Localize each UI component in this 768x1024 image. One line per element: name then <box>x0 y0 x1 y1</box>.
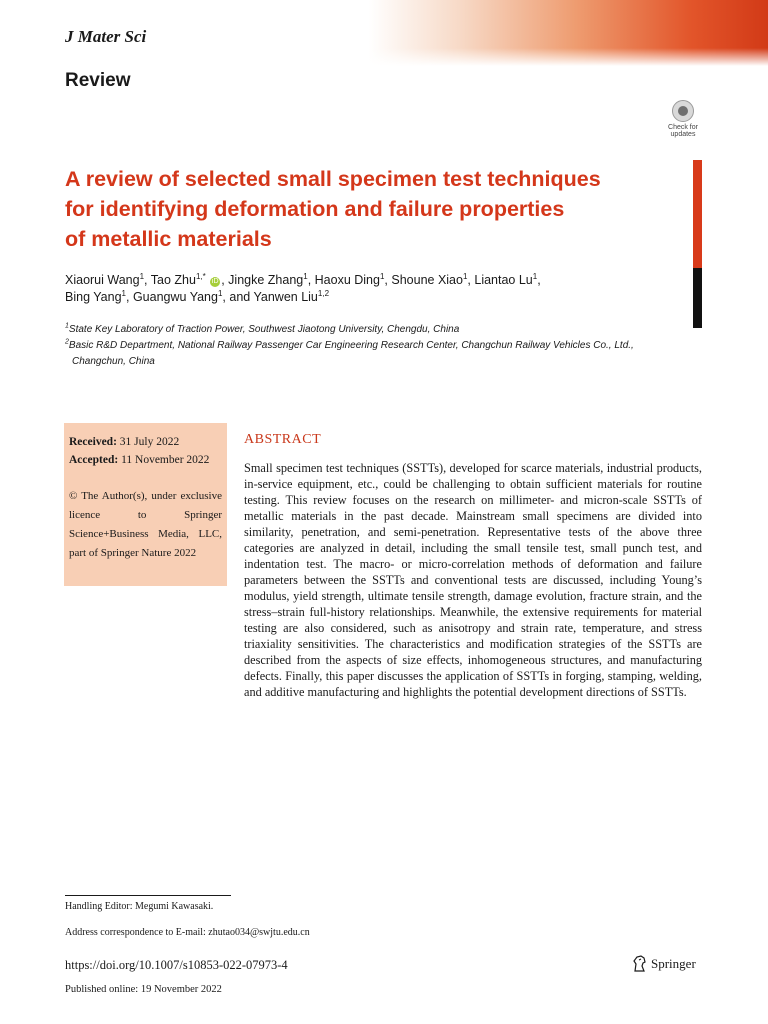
author-sup: 1,2 <box>317 288 330 298</box>
author-sup: 1 <box>139 271 145 281</box>
affiliation-sup: 1 <box>65 322 69 330</box>
author-line-1: Xiaorui Wang$^1$, Tao Zhu$^{1,*}$ iD , Jingke Zhang$^1$, Haoxu Ding$^1$, Shoune Xiao$^1$, Liantao Lu$^1$, <box>65 271 541 287</box>
author-name[interactable]: Bing Yang <box>65 290 122 304</box>
published-date: Published online: 19 November 2022 <box>65 984 222 995</box>
article-type: Review <box>65 70 131 91</box>
affiliation-2-cont: Changchun, China <box>72 356 155 367</box>
author-name[interactable]: Tao Zhu <box>150 273 196 287</box>
title-line: of metallic materials <box>65 227 272 251</box>
article-info-box <box>64 423 227 586</box>
affiliation-2 <box>65 338 685 354</box>
springer-horse-icon <box>632 955 648 973</box>
doi-link[interactable]: https://doi.org/10.1007/s10853-022-07973-4 <box>65 958 288 972</box>
author-name[interactable]: Shoune Xiao <box>391 273 463 287</box>
author-name[interactable]: Haoxu Ding <box>314 273 380 287</box>
accepted-date <box>69 451 209 469</box>
affiliation-sup: 2 <box>65 338 69 346</box>
received-value: 31 July 2022 <box>119 436 180 448</box>
affiliation-text: Basic R&D Department, National Railway Passenger Car Engineering Research Center, Changchun Railway Vehicles Co., Ltd., <box>68 340 634 351</box>
affiliation-text: State Key Laboratory of Traction Power, Southwest Jiaotong University, Chengdu, China <box>68 324 460 335</box>
journal-name: J Mater Sci <box>65 27 147 46</box>
author-list <box>65 272 665 306</box>
author-name[interactable]: Xiaorui Wang <box>65 273 140 287</box>
author-sup: 1 <box>532 271 538 281</box>
affiliation-1 <box>65 322 685 338</box>
author-sup: 1 <box>462 271 468 281</box>
received-label: Received: <box>69 436 117 448</box>
publisher-name: Springer <box>651 956 696 971</box>
author-sup: 1 <box>217 288 223 298</box>
footnote-divider <box>65 895 231 896</box>
affiliations <box>65 322 685 370</box>
abstract-body: Small specimen test techniques (SSTTs), developed for scarce materials, industrial products, in-service equipment, etc., could be challenging to obtain sufficient materials for routine testing. This review focuses on the research on millimeter- and micron-scale SSTTs of metallic materials in the past decade. Mainstream small specimens are divided into similarity, penetration, and semi-penetration. Representative tests of the above three categories are analyzed in detail, including the small tensile test, small punch test, and indentation test. The macro- or micro-correlation methods of deformation and failure parameters between the SSTTs and conventional tests are discussed, including Young’s modulus, yield strength, ultimate tensile strength, damage evolution, fracture strain, and the stress–strain full-history relationships. Meanwhile, the extensive requirements for material testing are also considered, such as anisotropy and strain rate, temperature, and stress triaxiality sensitivities. The characteristics and modification strategies of the SSTTs are described from the aspects of size effects, inhomogeneous structures, and manufacturing defects. Finally, this paper discusses the application of SSTTs in forging, stamping, welding, and additive manufacturing and highlights the potential development directions of SSTTs. <box>244 461 702 699</box>
check-for-updates-badge[interactable] <box>662 100 704 138</box>
author-line-2: Bing Yang$^1$, Guangwu Yang$^1$, and Yanwen Liu$^{1,2}$ <box>65 288 330 304</box>
title-line: A review of selected small specimen test techniques <box>65 167 601 191</box>
check-updates-line-2: updates <box>670 131 696 138</box>
author-sup: 1 <box>121 288 126 298</box>
author-name[interactable]: Jingke Zhang <box>228 273 304 287</box>
author-name[interactable]: Guangwu Yang <box>132 290 218 304</box>
author-sup: 1,* <box>195 271 206 281</box>
side-accent-red <box>693 160 702 268</box>
abstract-heading: ABSTRACT <box>244 432 322 447</box>
article-title <box>65 164 675 254</box>
check-updates-icon <box>672 100 694 122</box>
author-sup: 1 <box>379 271 385 281</box>
correspondence[interactable]: Address correspondence to E-mail: zhutao034@swjtu.edu.cn <box>65 927 310 938</box>
handling-editor: Handling Editor: Megumi Kawasaki. <box>65 901 214 912</box>
accepted-value: 11 November 2022 <box>121 454 210 466</box>
accepted-label: Accepted: <box>69 454 119 466</box>
received-date <box>69 433 179 451</box>
author-name[interactable]: Yanwen Liu <box>253 290 318 304</box>
copyright-notice: © The Author(s), under exclusive licence to Springer Science+Business Media, LLC, part of Springer Nature 2022 <box>69 490 222 559</box>
orcid-icon[interactable]: iD <box>211 278 219 285</box>
author-name[interactable]: Liantao Lu <box>474 273 533 287</box>
side-accent-black <box>693 268 702 328</box>
title-line: for identifying deformation and failure properties <box>65 197 565 221</box>
check-updates-line-1: Check for <box>668 124 698 131</box>
publisher-logo <box>632 955 696 973</box>
author-sup: 1 <box>303 271 308 281</box>
